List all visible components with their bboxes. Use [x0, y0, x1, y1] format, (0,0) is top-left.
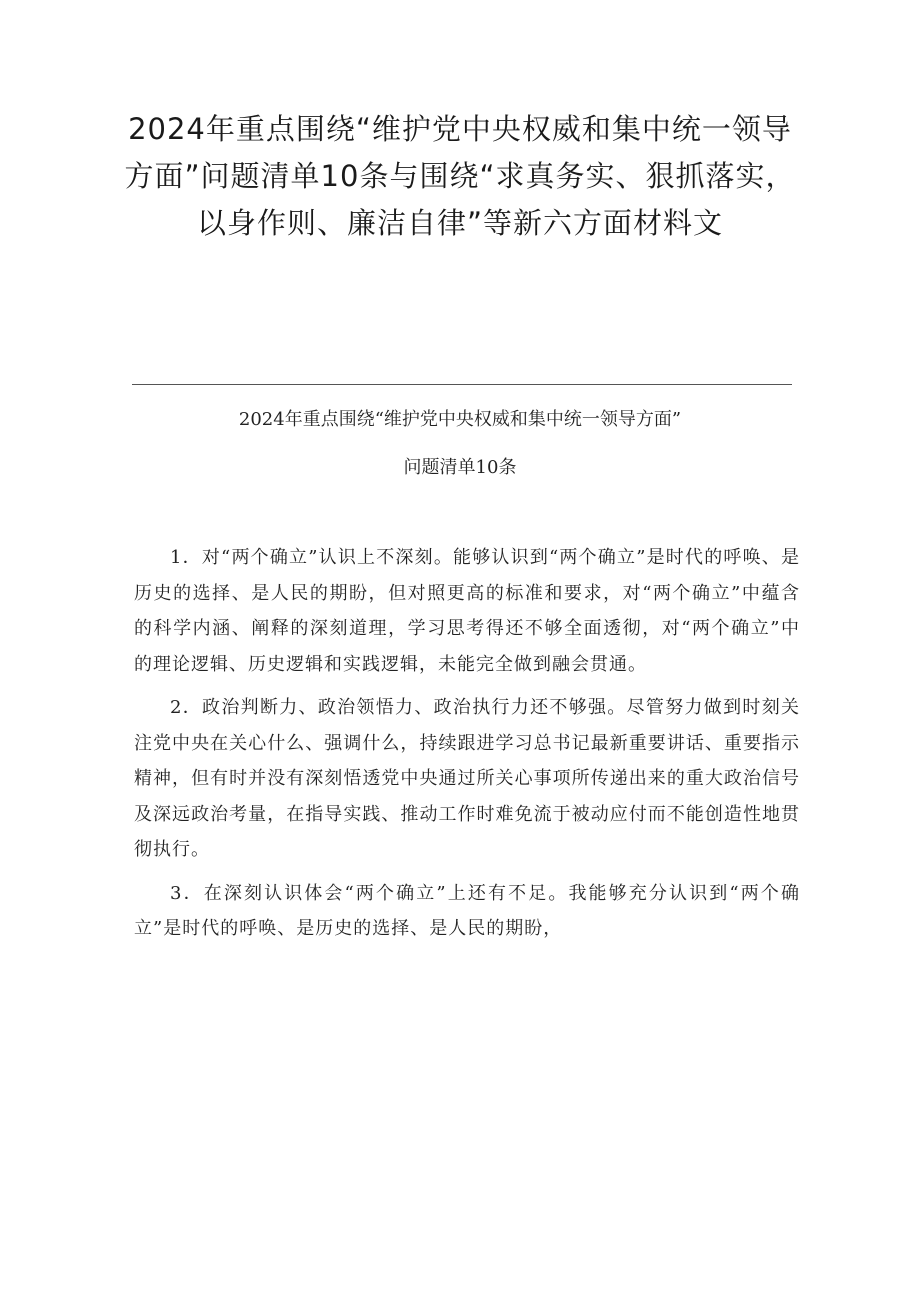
paragraph-3: 3．在深刻认识体会“两个确立”上还有不足。我能够充分认识到“两个确立”是时代的呼唤、是历史的选择、是人民的期盼，	[134, 882, 800, 939]
section-heading-line-1: 2024年重点围绕“维护党中央权威和集中统一领导方面”	[238, 409, 682, 430]
paragraph-2: 2．政治判断力、政治领悟力、政治执行力还不够强。尽管努力做到时刻关注党中央在关心什么、强调什么，持续跟进学习总书记最新重要讲话、重要指示精神，但有时并没有深刻悟透党中央通过所关心事项所传递出来的重大政治信号及深远政治考量，在指导实践、推动工作时难免流于被动应付而不能创造性地贯彻执行。	[134, 697, 800, 860]
section-heading-line-2: 问题清单10条	[403, 457, 517, 478]
paragraph-1: 1．对“两个确立”认识上不深刻。能够认识到“两个确立”是时代的呼唤、是历史的选择、是人民的期盼，但对照更高的标准和要求，对“两个确立”中蕴含的科学内涵、阐释的深刻道理，学习思考得还不够全面透彻，对“两个确立”中的理论逻辑、历史逻辑和实践逻辑，未能完全做到融会贯通。	[134, 547, 800, 675]
document-title: 2024年重点围绕“维护党中央权威和集中统一领导方面”问题清单10条与围绕“求真务实、狠抓落实，以身作则、廉洁自律”等新六方面材料文	[124, 112, 796, 240]
section-divider	[132, 384, 792, 385]
document-body	[134, 540, 800, 955]
